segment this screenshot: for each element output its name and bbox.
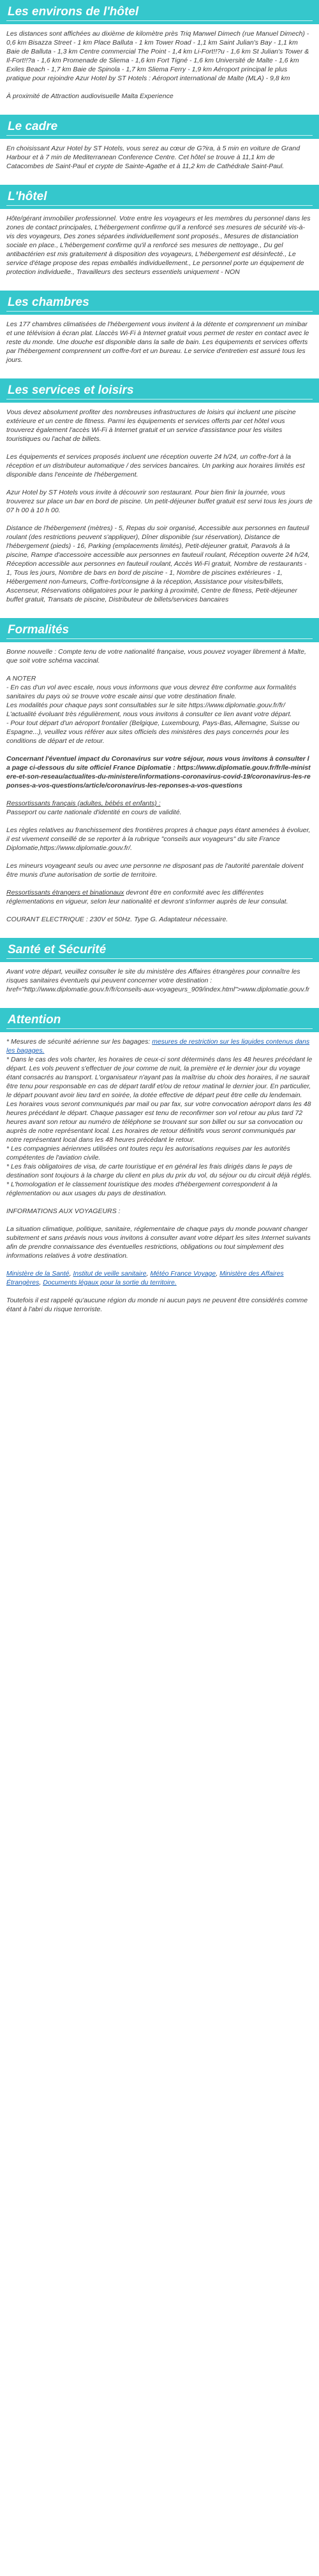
section-title-services: Les services et loisirs	[0, 378, 319, 403]
section-title-cadre: Le cadre	[0, 115, 319, 139]
attention-travellers-info	[6, 1207, 313, 1260]
formalites-minors: Les mineurs voyageant seuls ou avec une personne ne disposant pas de l'autorité parentale doivent être munis d'une autorisation de sortie de territoire.	[6, 862, 304, 879]
formalites-coronavirus: Concernant l'éventuel impact du Coronavirus sur votre séjour, nous vous invitons à consulter la page ci-dessous du site officiel France Diplomatie : https://www.diplomatie.gouv.fr/fr/le-ministere-et-son-reseau/actualites-du-ministere/informations-coronavirus-covid-19/coronavirus-les-reponses-a-vos-questions/article/coronavirus-les-reponses-a-vos-questions	[6, 755, 311, 789]
attention-note-line: * Les frais obligatoires de visa, de carte touristique et en général les frais dirigés dans le pays de destination sont toujours à la charge du client en plus du prix du vol, du séjour ou du circuit déjà réglés.	[6, 1163, 312, 1179]
section-title-formalites: Formalités	[0, 618, 319, 642]
formalites-french-nationals	[6, 799, 313, 817]
section-title-attention: Attention	[0, 1008, 319, 1032]
formalites-french-text: Passeport ou carte nationale d'identité en cours de validité.	[6, 809, 182, 816]
section-sante	[0, 938, 319, 1008]
section-hotel	[0, 185, 319, 291]
formalites-note-title: A NOTER	[6, 675, 36, 682]
cadre-description: En choisissant Azur Hotel by ST Hotels, vous serez au cœur de G?ira, à 5 min en voiture de Grand Harbour et à 7 min de Mediterranean Conference Centre. Cet hôtel se trouve à 11,1 km de Catacombes de Saint-Paul et crypte de Sainte-Agathe et à 11,2 km de Cathédrale Saint-Paul.	[6, 145, 300, 170]
attention-travellers-text: La situation climatique, politique, sanitaire, réglementaire de chaque pays du monde pouvant changer subitement et sans préavis nous vous invitons à consulter avant votre départ les sites Internet suivants afin de prendre connaissance des éventuelles restrictions, obligations ou tout simplement des informations relatives à votre destination.	[6, 1225, 311, 1260]
services-paragraph-3: Azur Hotel by ST Hotels vous invite à découvrir son restaurant. Pour bien finir la journée, vous trouverez sur place un bar en bord de piscine. Un petit-déjeuner buffet gratuit est servi tous les jours de 07 h 00 à 10 h 00.	[6, 489, 313, 514]
section-cadre	[0, 115, 319, 185]
environs-distances: Les distances sont affichées au dixième de kilomètre près Triq Manwel Dimech (rue Manuel Dimech) - 0,6 km Bisazza Street - 1 km Place Balluta - 1 km Tower Road - 1,1 km Saint Julian's Bay - 1,1 km Baie de Balluta - 1,3 km Centre commercial The Point - 1,4 km Li-Fort!!?u - 1,6 km St Julian's Tower & Il-Fort!!?a - 1,6 km Promenade de Sliema - 1,6 km Fort Tigné - 1,6 km Université de Malte - 1,6 km Exiles Beach - 1,7 km Baie de Spinola - 1,7 km Sliema Ferry - 1,9 km Aéroport principal le plus pratique pour rejoindre Azur Hotel by ST Hotels : Aéroport international de Malte (MLA) - 9,8 km	[6, 30, 309, 82]
formalites-borders: Les règles relatives au franchissement des frontières propres à chaque pays étant amenées à évoluer, il est vivement conseillé de se reporter à la rubrique "conseils aux voyageurs" du site France Diplomatie,https://www.diplomatie.gouv.fr/.	[6, 826, 311, 852]
environs-proximity: À proximité de Attraction audiovisuelle Malta Experience	[6, 92, 174, 100]
sante-description: Avant votre départ, veuillez consulter le site du ministère des Affaires étrangères pour connaître les risques sanitaires éventuels qui peuvent concerner votre destination : href="http://www.diplomatie.gouv.fr/fr/conseils-aux-voyageurs_909/index.html">www.diplomatie.gouv.fr	[6, 968, 310, 993]
section-environs	[0, 0, 319, 115]
link-affaires-etrangeres[interactable]: Ministère des Affaires Étrangères	[6, 1270, 284, 1286]
formalites-foreigners-title: Ressortissants étrangers et binationaux	[6, 889, 124, 896]
formalites-note-line: - Pour tout départ d'un aéroport frontalier (Belgique, Luxembourg, Pays-Bas, Allemagne, Suisse ou Espagne...), veuillez vous référer aux sites officiels des ministères des pays concernés pour les conditions de départ et de retour.	[6, 719, 300, 745]
formalites-note-line: Les modalités pour chaque pays sont consultables sur le site https://www.diplomatie.gouv.fr/fr/ L'actualité évoluant très régulièrement, nous vous invitons à consulter ce lien avant votre départ.	[6, 702, 292, 718]
formalites-note-line: - En cas d'un vol avec escale, nous vous informons que vous devrez être conforme aux formalités sanitaires du pays où se trouve votre escale ainsi que votre destination finale.	[6, 684, 297, 700]
attention-notes	[6, 1037, 313, 1198]
attention-luggage-note	[6, 1037, 313, 1055]
formalites-foreigners	[6, 888, 313, 906]
attention-links: Ministère de la Santé, Institut de veille sanitaire, Météo France Voyage, Ministère des Affaires Étrangères, Documents légaux pour la sortie du territoire.	[6, 1270, 284, 1286]
section-title-hotel: L'hôtel	[0, 185, 319, 209]
hotel-description: Hôte/gérant immobilier professionnel. Votre entre les voyageurs et les membres du personnel dans les zones de contact principales, L'hébergement confirme qu'il a renforcé ses mesures de sécurité vis-à-vis des voyageurs, Des zones séparées individuellement sont proposés., Mesures de distanciation sociale en place., L'hébergement confirme qu'il a renforcé ses mesures de nettoyage., Du gel antibactérien est mis gratuitement à disposition des voyageurs, L'hébergement est désinfecté., Le service d'étage propose des repas emballés individuellement., Le personnel porte un équipement de protection individuelle., Travailleurs des secteurs essentiels uniquement - NON	[6, 215, 311, 276]
section-title-sante: Santé et Sécurité	[0, 938, 319, 962]
attention-note-line: * L'homologation et le classement touristique des modes d'hébergement correspondent à la réglementation ou aux usages du pays de destination.	[6, 1181, 278, 1197]
link-ministere-sante[interactable]: Ministère de la Santé	[6, 1270, 70, 1277]
section-formalites	[0, 618, 319, 938]
formalites-note-block	[6, 674, 313, 745]
formalites-electricity: COURANT ELECTRIQUE : 230V et 50Hz. Type G. Adaptateur nécessaire.	[6, 916, 228, 923]
services-paragraph-2: Les équipements et services proposés incluent une réception ouverte 24 h/24, un coffre-fort à la réception et un distributeur automatique / des services bancaires. Un parking aux horaires limités est disponible dans l'enceinte de l'hébergement.	[6, 453, 305, 479]
section-title-chambres: Les chambres	[0, 291, 319, 315]
formalites-foreigners-text: devront être en conformité avec les différentes réglementations en vigueur, selon leur nationalité et devront s'informer auprès de leur consulat.	[6, 889, 288, 905]
attention-note-line: * Dans le cas des vols charter, les horaires de ceux-ci sont déterminés dans les 48 heures précédant le départ. Les vols peuvent s'effectuer de jour comme de nuit, la première et le dernier jour du voyage étant consacrés au transport. L'organisateur n'ayant pas la maîtrise du choix des horaires, il ne saurait être tenu pour responsable en cas de départ tardif et/ou de retour matinal le dernier jour. En particulier, le départ pouvant avoir lieu tard en soirée, la dotée effective de départ peut être celle du lendemain. Les horaires vous seront communiqués par mail ou par fax, sur votre convocation aéroport dans les 48 heures précédant le départ. Chaque passager est tenu de reconfirmer son vol retour au plus tard 72 heures avant son retour au numéro de téléphone se trouvant sur son billet ou sur sa convocation ou auprès de notre représentant local. Les horaires de retour définitifs vous seront communiqués par notre représentant local dans les 48 heures précédant le retour.	[6, 1056, 313, 1144]
section-attention	[0, 1008, 319, 1328]
luggage-restrictions-link[interactable]: mesures de restriction sur les liquides contenus dans les bagages.	[6, 1038, 310, 1054]
section-chambres	[0, 291, 319, 378]
attention-terrorism-note: Toutefois il est rappelé qu'aucune région du monde ni aucun pays ne peuvent être considérés comme étant à l'abri du risque terroriste.	[6, 1297, 308, 1313]
link-veille-sanitaire[interactable]: Institut de veille sanitaire	[73, 1270, 147, 1277]
services-amenities-list: Distance de l'hébergement (mètres) - 5, Repas du soir organisé, Accessible aux personnes en fauteuil roulant (des restrictions peuvent s'appliquer), Dîner disponible (sur réservation), Distance de l'hébergement (pieds) - 16, Parking (emplacements limités), Petit-déjeuner gratuit, Paravols à la piscine, Rampe d'accessoire accessible aux personnes en fauteuil roulant, Réception ouverte 24 h/24, Réception accessible aux personnes en fauteuil roulant, Accès Wi-Fi gratuit, Nombre de restaurants - 1, Tous les jours, Nombre de bars en bord de piscine - 1, Nombre de piscines extérieures - 1, Hébergement non-fumeurs, Coffre-fort/consigne à la réception, Assistance pour visites/billets, Ascenseur, Réservations obligatoires pour le parking à proximité, Centre de fitness, Petit-déjeuner buffet gratuit, Transats de piscine, Distributeur de billets/services bancaires	[6, 524, 310, 603]
section-title-environs: Les environs de l'hôtel	[0, 0, 319, 24]
attention-note-line: * Les compagnies aériennes utilisées ont toutes reçu les autorisations requises par les autorités compétentes de l'aviation civile.	[6, 1145, 290, 1162]
attention-travellers-title: INFORMATIONS AUX VOYAGEURS :	[6, 1207, 121, 1215]
chambres-description: Les 177 chambres climatisées de l'hébergement vous invitent à la détente et comprennent un minibar et une télévision à écran plat. Llaccès Wi-Fi à Internet gratuit vous permet de rester en contact avec le reste du monde. Une douche est disponible dans la salle de bain. Les équipements et services offerts par l'hébergement comprennent un coffre-fort et un bureau. Le service d'entretien est assuré tous les jours.	[6, 320, 309, 364]
services-paragraph-1: Vous devez absolument profiter des nombreuses infrastructures de loisirs qui incluent une piscine extérieure et un centre de fitness. Parmi les équipements et services offerts par cet hôtel vous trouverez également l'accès Wi-Fi à Internet gratuit et un service d'assistance pour les visites touristiques ou l'achat de billets.	[6, 408, 296, 443]
attention-luggage-prefix: * Mesures de sécurité aérienne sur les bagages:	[6, 1038, 152, 1046]
formalites-french-title: Ressortissants français (adultes, bébés et enfants) :	[6, 800, 161, 807]
formalites-good-news: Bonne nouvelle : Compte tenu de votre nationalité française, vous pouvez voyager librement à Malte, que soit votre schéma vaccinal.	[6, 648, 306, 665]
link-meteo-france[interactable]: Météo France Voyage	[150, 1270, 216, 1277]
section-services	[0, 378, 319, 618]
link-documents-legaux[interactable]: Documents légaux pour la sortie du territoire.	[43, 1279, 177, 1286]
